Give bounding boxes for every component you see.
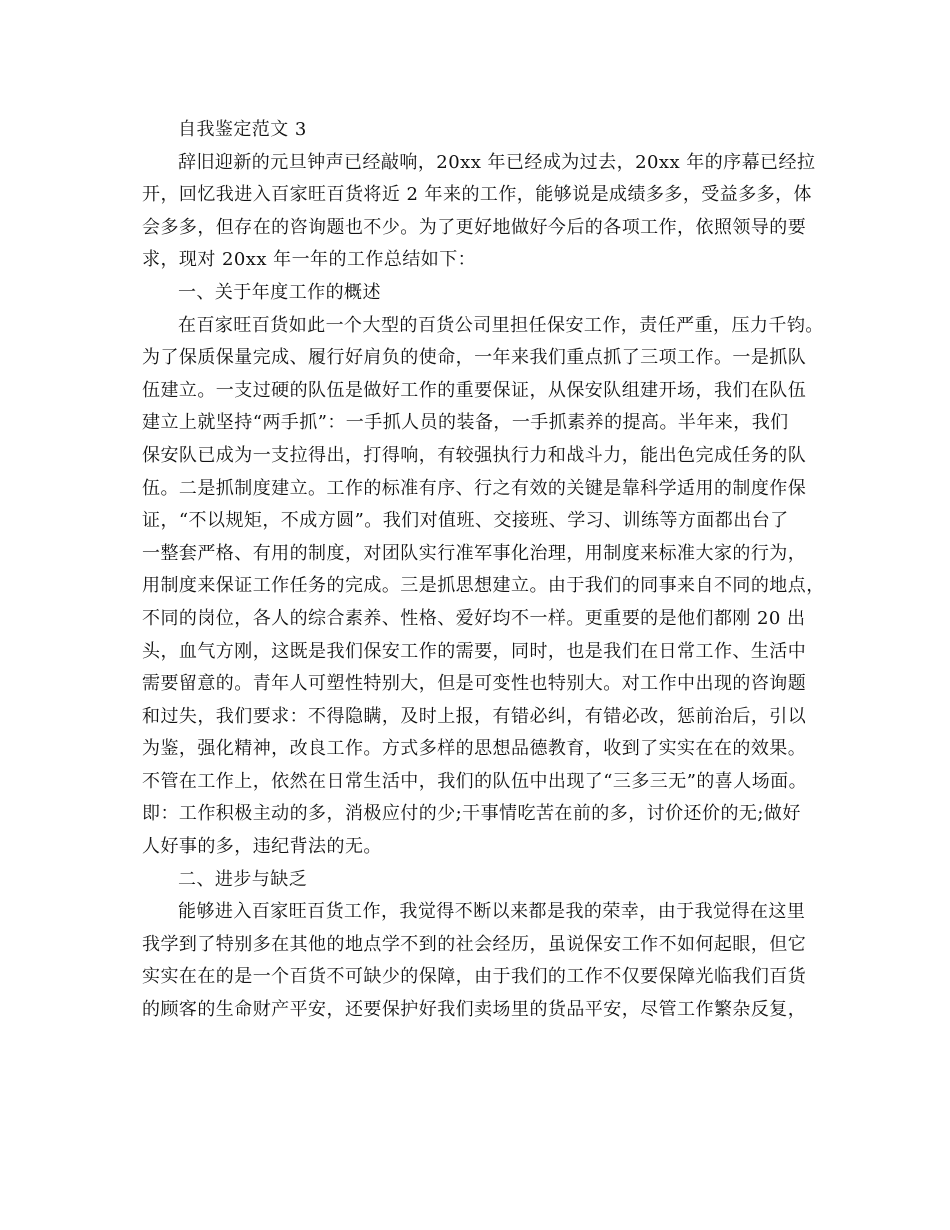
text-line: 伍建立。一支过硬的队伍是做好工作的重要保证，从保安队组建开场，我们在队伍 xyxy=(142,379,807,401)
text-line: 在百家旺百货如此一个大型的百货公司里担任保安工作，责任严重，压力千钧。 xyxy=(178,314,824,336)
text-line: 建立上就坚持“两手抓”：一手抓人员的装备，一手抓素养的提高。半年来，我们 xyxy=(142,412,789,434)
text-line: 的顾客的生命财产平安，还要保护好我们卖场里的货品平安，尽管工作繁杂反复， xyxy=(142,999,807,1021)
text-line: 我学到了特别多在其他的地点学不到的社会经历，虽说保安工作不如何起眼，但它 xyxy=(142,933,807,955)
text-line: 能够进入百家旺百货工作，我觉得不断以来都是我的荣幸，由于我觉得在这里 xyxy=(178,901,806,923)
text-line: 人好事的多，违纪背法的无。 xyxy=(142,836,382,858)
text-line: 不同的岗位，各人的综合素养、性格、爱好均不一样。更重要的是他们都刚 20 出 xyxy=(142,607,806,629)
text-line: 为了保质保量完成、履行好肩负的使命，一年来我们重点抓了三项工作。一是抓队 xyxy=(142,347,807,369)
text-line: 一整套严格、有用的制度，对团队实行准军事化治理，用制度来标准大家的行为， xyxy=(142,542,807,564)
text-line: 开，回忆我进入百家旺百货将近 2 年来的工作，能够说是成绩多多，受益多多，体 xyxy=(142,184,812,206)
text-line: 需要留意的。青年人可塑性特别大，但是可变性也特别大。对工作中出现的咨询题 xyxy=(142,673,807,695)
text-line: 保安队已成为一支拉得出，打得响，有较强执行力和战斗力，能出色完成任务的队 xyxy=(142,444,807,466)
text-line: 自我鉴定范文 3 xyxy=(178,119,307,140)
text-line: 用制度来保证工作任务的完成。三是抓思想建立。由于我们的同事来自不同的地点， xyxy=(142,575,825,597)
text-line: 会多多，但存在的咨询题也不少。为了更好地做好今后的各项工作，依照领导的要 xyxy=(142,216,807,238)
text-line: 和过失，我们要求：不得隐瞒，及时上报，有错必纠，有错必改，惩前治后，引以 xyxy=(142,705,807,727)
text-line: 为鉴，强化精神，改良工作。方式多样的思想品德教育，收到了实实在在的效果。 xyxy=(142,738,807,760)
text-line: 不管在工作上，依然在日常生活中，我们的队伍中出现了“三多三无”的喜人场面。 xyxy=(142,770,808,792)
text-line: 证，“不以规矩，不成方圆”。我们对值班、交接班、学习、训练等方面都出台了 xyxy=(142,510,789,532)
text-line: 实实在在的是一个百货不可缺少的保障，由于我们的工作不仅要保障光临我们百货 xyxy=(142,966,807,988)
text-line: 伍。二是抓制度建立。工作的标准有序、行之有效的关键是靠科学适用的制度作保 xyxy=(142,477,807,499)
text-line: 一、关于年度工作的概述 xyxy=(178,281,381,303)
text-line: 头，血气方刚，这既是我们保安工作的需要，同时，也是我们在日常工作、生活中 xyxy=(142,640,807,662)
text-line: 辞旧迎新的元旦钟声已经敲响，20xx 年已经成为过去，20xx 年的序幕已经拉 xyxy=(178,151,816,173)
document-page xyxy=(142,114,825,1027)
text-line: 求，现对 20xx 年一年的工作总结如下： xyxy=(142,249,477,271)
text-line: 二、进步与缺乏 xyxy=(178,868,308,890)
text-line: 即：工作积极主动的多，消极应付的少;干事情吃苦在前的多，讨价还价的无;做好 xyxy=(142,803,801,825)
